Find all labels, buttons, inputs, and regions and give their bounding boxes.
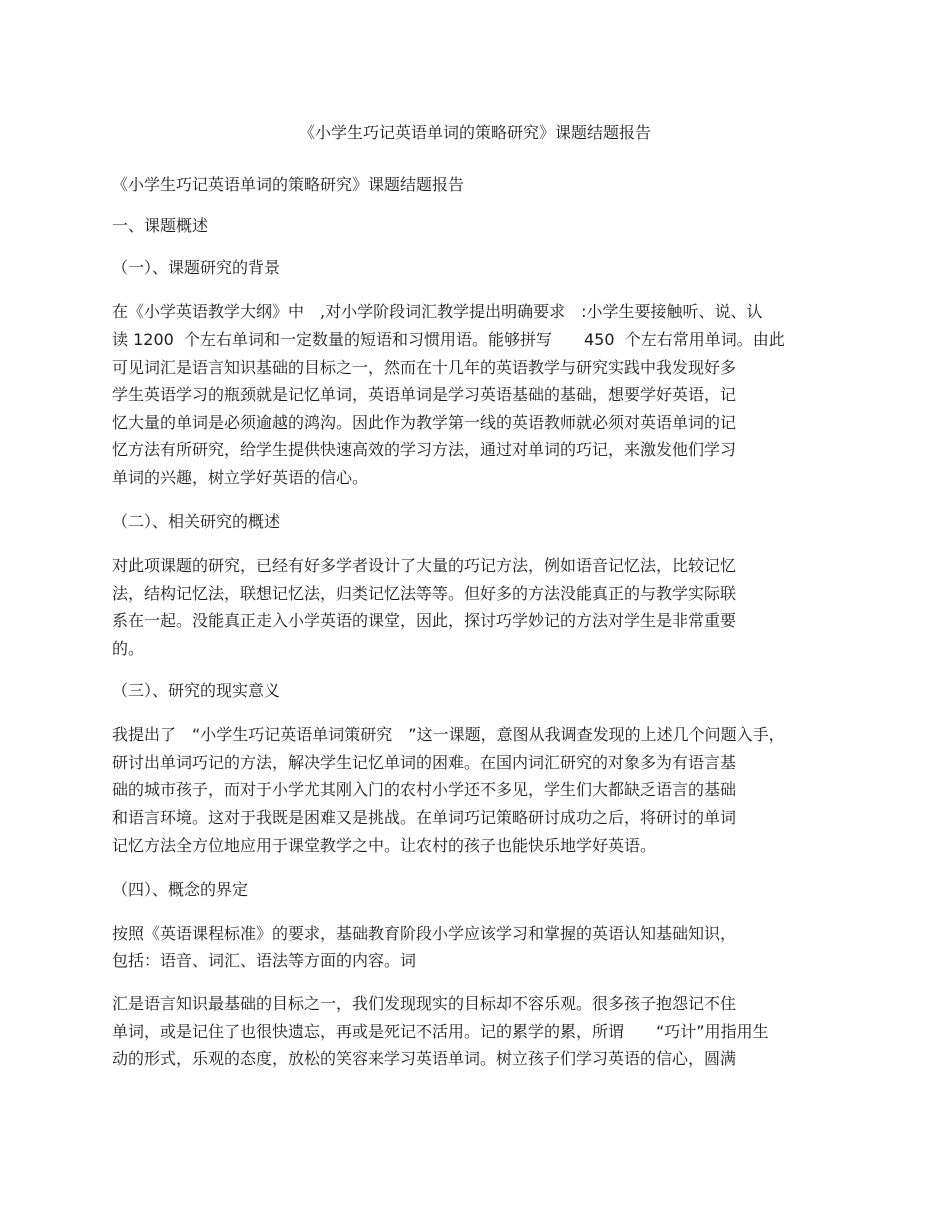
paragraph-line: 学生英语学习的瓶颈就是记忆单词，英语单词是学习英语基础的基础，想要学好英语，记 <box>112 385 737 404</box>
paragraph-line: 读 1200 个左右单词和一定数量的短语和习惯用语。能够拼写 450 个左右常用单词。由此 <box>112 330 785 349</box>
paragraph-line: 系在一起。没能真正走入小学英语的课堂，因此，探讨巧学妙记的方法对学生是非常重要 <box>112 611 737 630</box>
document-title: 《小学生巧记英语单词的策略研究》课题结题报告 <box>298 123 651 142</box>
paragraph-line: 按照《英语课程标准》的要求，基础教育阶段小学应该学习和掌握的英语认知基础知识， <box>112 924 737 943</box>
paragraph-line: 动的形式，乐观的态度，放松的笑容来学习英语单词。树立孩子们学习英语的信心，圆满 <box>112 1049 737 1068</box>
paragraph-line: 汇是语言知识最基础的目标之一，我们发现现实的目标却不容乐观。很多孩子抱怨记不住 <box>112 994 737 1013</box>
paragraph-line: 单词，或是记住了也很快遗忘，再或是死记不活用。记的累学的累，所谓 “巧计”用指用生 <box>112 1022 769 1041</box>
paragraph-line: 单词的兴趣，树立学好英语的信心。 <box>112 468 369 487</box>
subsection-heading-related-research: （二）、相关研究的概述 <box>112 512 281 531</box>
paragraph-line: 和语言环境。这对于我既是困难又是挑战。在单词巧记策略研讨成功之后，将研讨的单词 <box>112 808 737 827</box>
paragraph-line: 包括：语音、词汇、语法等方面的内容。词 <box>112 951 417 970</box>
paragraph-line: 对此项课题的研究，已经有好多学者设计了大量的巧记方法，例如语音记忆法，比较记忆 <box>112 556 737 575</box>
paragraph-line: 法，结构记忆法，联想记忆法，归类记忆法等等。但好多的方法没能真正的与教学实际联 <box>112 584 737 603</box>
document-subtitle: 《小学生巧记英语单词的策略研究》课题结题报告 <box>112 175 465 194</box>
paragraph-line: 我提出了 “小学生巧记英语单词策研究 ”这一课题，意图从我调查发现的上述几个问题入手， <box>112 725 785 744</box>
paragraph-line: 忆大量的单词是必须逾越的鸿沟。因此作为教学第一线的英语教师就必须对英语单词的记 <box>112 413 737 432</box>
paragraph-line: 可见词汇是语言知识基础的目标之一，然而在十几年的英语教学与研究实践中我发现好多 <box>112 358 737 377</box>
subsection-heading-significance: （三）、研究的现实意义 <box>112 681 281 700</box>
paragraph-line: 记忆方法全方位地应用于课堂教学之中。让农村的孩子也能快乐地学好英语。 <box>112 836 657 855</box>
paragraph-line: 在《小学英语教学大纲》中 ,对小学阶段词汇教学提出明确要求 :小学生要接触听、说、认 <box>112 302 763 321</box>
paragraph-line: 的。 <box>112 639 145 658</box>
subsection-heading-definition: （四）、概念的界定 <box>112 880 249 899</box>
paragraph-line: 研讨出单词巧记的方法，解决学生记忆单词的困难。在国内词汇研究的对象多为有语言基 <box>112 753 737 772</box>
subsection-heading-background: （一）、课题研究的背景 <box>112 258 281 277</box>
paragraph-line: 础的城市孩子，而对于小学尤其刚入门的农村小学还不多见，学生们大都缺乏语言的基础 <box>112 780 737 799</box>
paragraph-line: 忆方法有所研究，给学生提供快速高效的学习方法，通过对单词的巧记，来激发他们学习 <box>112 440 737 459</box>
section-heading-overview: 一、课题概述 <box>112 216 209 235</box>
